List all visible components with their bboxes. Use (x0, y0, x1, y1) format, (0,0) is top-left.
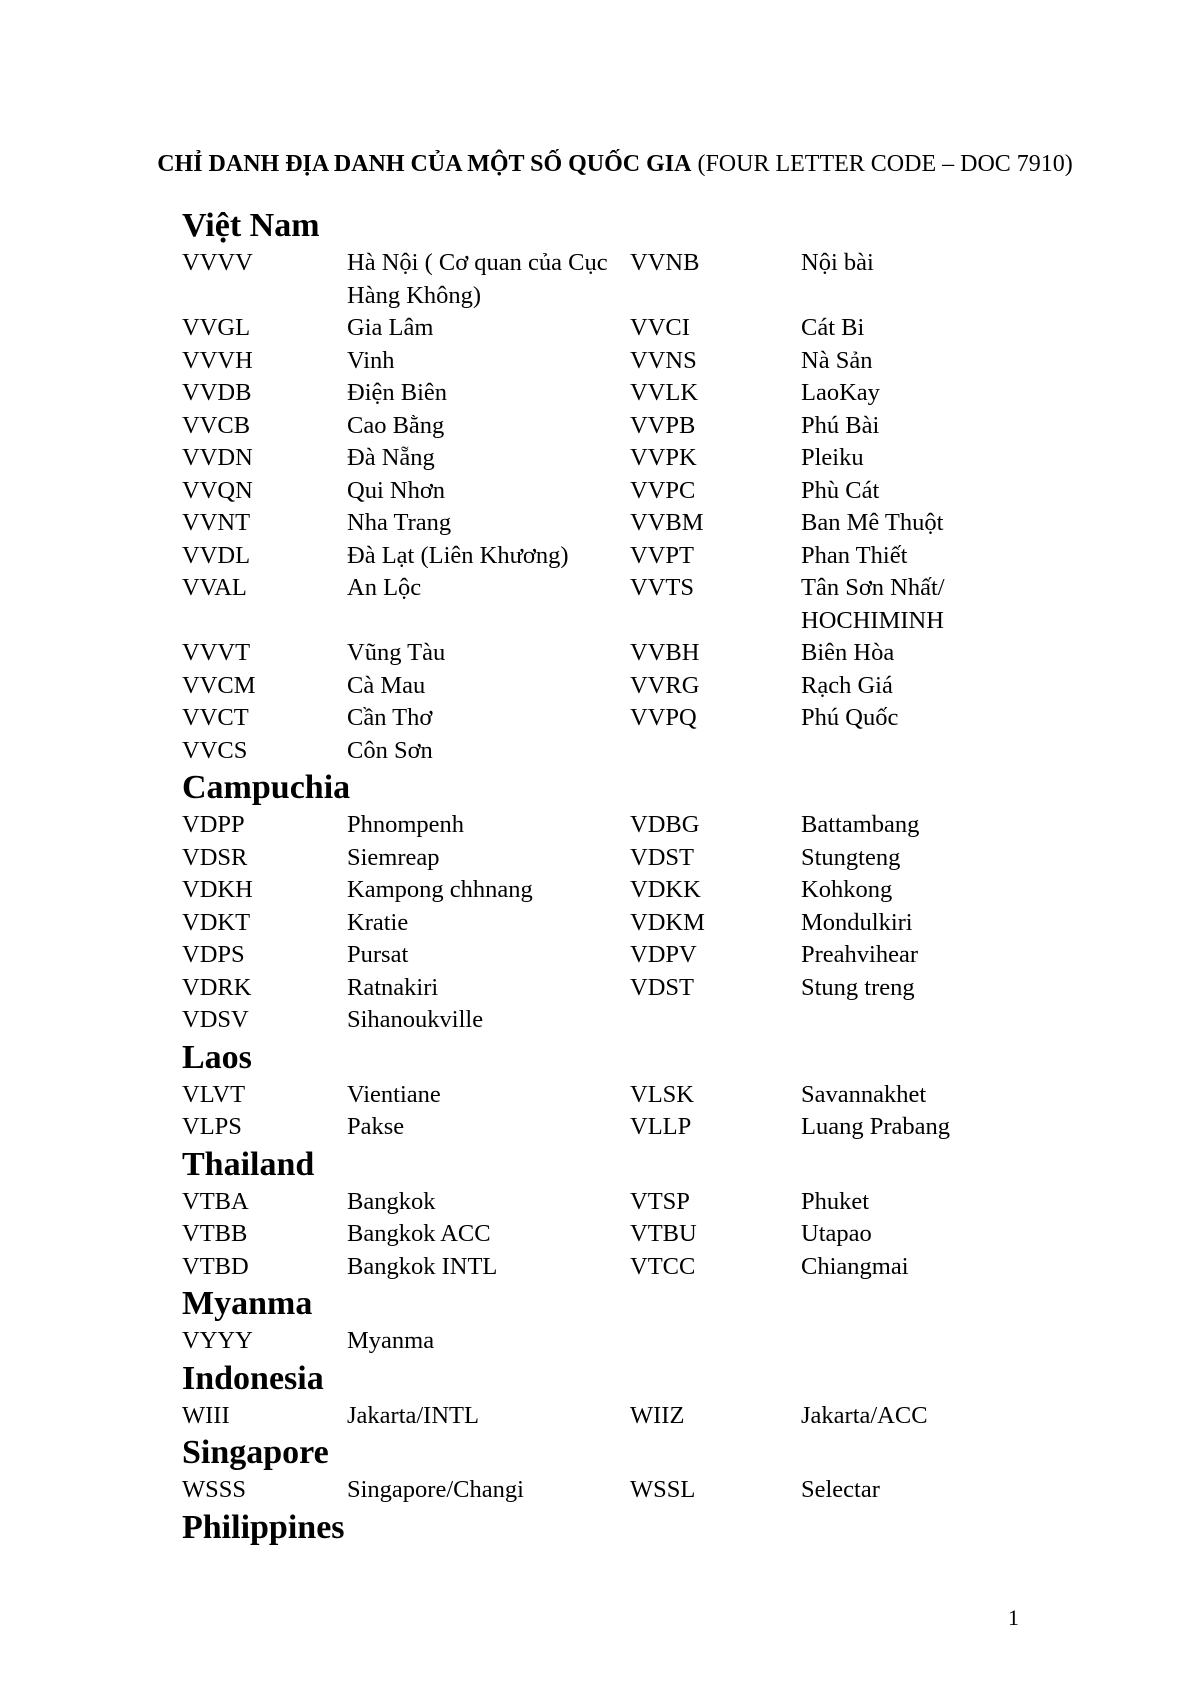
location-name: Siemreap (347, 843, 440, 871)
location-name: Bangkok (347, 1187, 436, 1215)
location-name: Biên Hòa (801, 639, 895, 666)
location-name: Singapore/Changi (347, 1476, 524, 1503)
location-name: Jakarta/INTL (347, 1401, 479, 1429)
airport-code: VLVT (182, 1080, 246, 1108)
code-row (182, 1251, 1062, 1284)
location-name: Điện Biên (347, 379, 448, 406)
code-row (182, 572, 1062, 637)
location-name: Jakarta/ACC (801, 1401, 928, 1429)
location-name: Selectar (801, 1476, 880, 1503)
code-row (182, 1186, 1062, 1219)
location-name: Chiangmai (801, 1252, 909, 1280)
location-name: Myanma (347, 1327, 435, 1354)
airport-code: VVAL (182, 574, 247, 601)
location-name: Phuket (801, 1187, 870, 1215)
airport-code: VVVH (182, 346, 253, 374)
code-row (182, 874, 1062, 907)
airport-code: WSSL (630, 1476, 696, 1503)
code-row (182, 1004, 1062, 1037)
airport-code (630, 1004, 801, 1037)
airport-code: VTBB (182, 1220, 248, 1247)
airport-code: VVVV (182, 249, 253, 276)
location-name: Bangkok ACC (347, 1220, 491, 1247)
airport-code: VVDN (182, 444, 253, 471)
airport-code: VTBU (630, 1220, 697, 1247)
airport-code: VLLP (630, 1113, 692, 1140)
code-row (182, 540, 1062, 573)
code-row (182, 507, 1062, 540)
location-name: Bangkok INTL (347, 1252, 498, 1280)
code-row (182, 345, 1062, 378)
section-indonesia (182, 1358, 1062, 1433)
location-name: Savannakhet (801, 1080, 927, 1108)
airport-code (630, 1325, 801, 1358)
airport-code: VDKM (630, 908, 705, 936)
section-philippines (182, 1507, 1062, 1549)
location-name: Kampong chhnang (347, 876, 533, 903)
airport-code: WSSS (182, 1476, 247, 1503)
airport-code: VDPV (630, 941, 697, 968)
location-name: Vientiane (347, 1080, 441, 1108)
airport-code: VLPS (182, 1113, 242, 1140)
location-name: Hà Nội ( Cơ quan của Cục Hàng Không) (347, 249, 608, 309)
airport-code: VVLK (630, 379, 699, 406)
page-number: 1 (1008, 1605, 1019, 1630)
code-row (182, 442, 1062, 475)
code-row (182, 377, 1062, 410)
location-name: Rạch Giá (801, 671, 893, 699)
section-laos (182, 1037, 1062, 1144)
airport-code: VDSV (182, 1006, 249, 1033)
airport-code: VVGL (182, 314, 251, 341)
code-row (182, 637, 1062, 670)
airport-code: VVVT (182, 639, 251, 666)
location-name: Nha Trang (347, 509, 452, 536)
code-row (182, 1079, 1062, 1112)
location-name: Cao Bằng (347, 411, 445, 439)
location-name: Cà Mau (347, 671, 426, 699)
airport-code: VTCC (630, 1252, 696, 1280)
airport-code: VVPQ (630, 704, 697, 731)
code-row (182, 939, 1062, 972)
code-row (182, 735, 1062, 768)
airport-code: WIII (182, 1401, 230, 1429)
airport-code: VDKT (182, 908, 251, 936)
location-name: Vũng Tàu (347, 639, 446, 666)
country-heading: Indonesia (182, 1359, 324, 1397)
location-name: Qui Nhơn (347, 476, 446, 504)
airport-code: VVNB (630, 249, 700, 276)
location-name: Phan Thiết (801, 541, 908, 569)
location-name: Gia Lâm (347, 314, 434, 341)
location-name: Luang Prabang (801, 1113, 950, 1140)
country-heading: Singapore (182, 1434, 329, 1471)
location-name: Tân Sơn Nhất/ HOCHIMINH (801, 574, 945, 634)
airport-code: VDSR (182, 843, 248, 871)
airport-code: VVBH (630, 639, 700, 666)
airport-code: VVCM (182, 671, 256, 699)
airport-code: VVCT (182, 704, 249, 731)
location-name: Pleiku (801, 444, 864, 471)
country-heading: Campuchia (182, 769, 351, 806)
code-row (182, 809, 1062, 842)
location-name: Sihanoukville (347, 1006, 484, 1033)
airport-code: VDBG (630, 811, 700, 838)
airport-code: VVDL (182, 541, 251, 569)
location-name: Stung treng (801, 973, 915, 1001)
airport-code: VDPS (182, 941, 245, 968)
airport-code: WIIZ (630, 1401, 685, 1429)
location-name: Mondulkiri (801, 908, 913, 936)
location-name: Battambang (801, 811, 920, 838)
code-row (182, 247, 1062, 312)
airport-code: VDST (630, 973, 694, 1001)
airport-code: VDKK (630, 876, 701, 903)
country-heading: Myanma (182, 1285, 313, 1322)
document-title (130, 148, 1100, 181)
location-name: LaoKay (801, 379, 880, 406)
airport-code: VVPK (630, 444, 697, 471)
title-main: CHỈ DANH ĐỊA DANH CỦA MỘT SỐ QUỐC GIA (157, 151, 692, 177)
location-name: Utapao (801, 1220, 872, 1247)
location-name: Kratie (347, 908, 409, 936)
airport-code: VVRG (630, 671, 700, 699)
section-viet-nam (182, 205, 1062, 767)
country-heading: Việt Nam (182, 207, 320, 244)
airport-code: VVCS (182, 736, 248, 764)
airport-code: VVPB (630, 411, 696, 439)
code-row (182, 1218, 1062, 1251)
location-name: Phù Cát (801, 476, 880, 504)
airport-code: VVQN (182, 476, 253, 504)
location-name: Ratnakiri (347, 973, 439, 1001)
country-heading: Philippines (182, 1508, 345, 1546)
code-row (182, 907, 1062, 940)
location-name (801, 735, 1062, 768)
airport-code: VVCI (630, 314, 690, 341)
airport-code: VDPP (182, 811, 245, 838)
airport-code: VVBM (630, 509, 704, 536)
section-campuchia (182, 767, 1062, 1037)
location-name: Ban Mê Thuột (801, 509, 944, 536)
airport-code: VDST (630, 843, 694, 871)
airport-code: VVCB (182, 411, 251, 439)
location-name: Preahvihear (801, 941, 918, 968)
location-name: Phú Bài (801, 411, 880, 439)
location-name: Đà Lạt (Liên Khương) (347, 541, 569, 569)
location-name (801, 1004, 1062, 1037)
location-name: An Lộc (347, 574, 422, 601)
location-name: Nội bài (801, 249, 874, 276)
airport-code: VTBD (182, 1252, 249, 1280)
code-row (182, 410, 1062, 443)
airport-code: VVPC (630, 476, 696, 504)
code-row (182, 475, 1062, 508)
airport-code: VYYY (182, 1327, 253, 1354)
airport-code: VLSK (630, 1080, 694, 1108)
code-row (182, 312, 1062, 345)
code-row (182, 842, 1062, 875)
location-name: Cần Thơ (347, 704, 433, 731)
location-name: Nà Sản (801, 346, 873, 374)
airport-code: VVDB (182, 379, 252, 406)
code-row (182, 670, 1062, 703)
airport-code: VVNT (182, 509, 251, 536)
country-heading: Laos (182, 1038, 252, 1076)
section-myanma (182, 1283, 1062, 1358)
airport-code: VDKH (182, 876, 253, 903)
code-row (182, 702, 1062, 735)
code-list (182, 205, 1062, 1549)
section-thailand (182, 1144, 1062, 1284)
country-heading: Thailand (182, 1145, 315, 1183)
location-name: Pakse (347, 1113, 405, 1140)
section-singapore (182, 1432, 1062, 1507)
airport-code: VDRK (182, 973, 252, 1001)
location-name: Stungteng (801, 843, 901, 871)
airport-code: VVTS (630, 574, 694, 601)
airport-code: VTSP (630, 1187, 690, 1215)
code-row (182, 1474, 1062, 1507)
code-row (182, 972, 1062, 1005)
location-name (801, 1325, 1062, 1358)
title-subtitle: (FOUR LETTER CODE – DOC 7910) (697, 151, 1073, 177)
airport-code: VVPT (630, 541, 694, 569)
code-row (182, 1325, 1062, 1358)
location-name: Kohkong (801, 876, 893, 903)
location-name: Phú Quốc (801, 704, 899, 731)
location-name: Đà Nẵng (347, 444, 435, 471)
code-row (182, 1400, 1062, 1433)
location-name: Côn Sơn (347, 736, 433, 764)
airport-code (630, 735, 801, 768)
airport-code: VTBA (182, 1187, 249, 1215)
location-name: Pursat (347, 941, 409, 968)
location-name: Phnompenh (347, 811, 465, 838)
location-name: Cát Bi (801, 314, 865, 341)
airport-code: VVNS (630, 346, 697, 374)
code-row (182, 1111, 1062, 1144)
location-name: Vinh (347, 346, 395, 374)
